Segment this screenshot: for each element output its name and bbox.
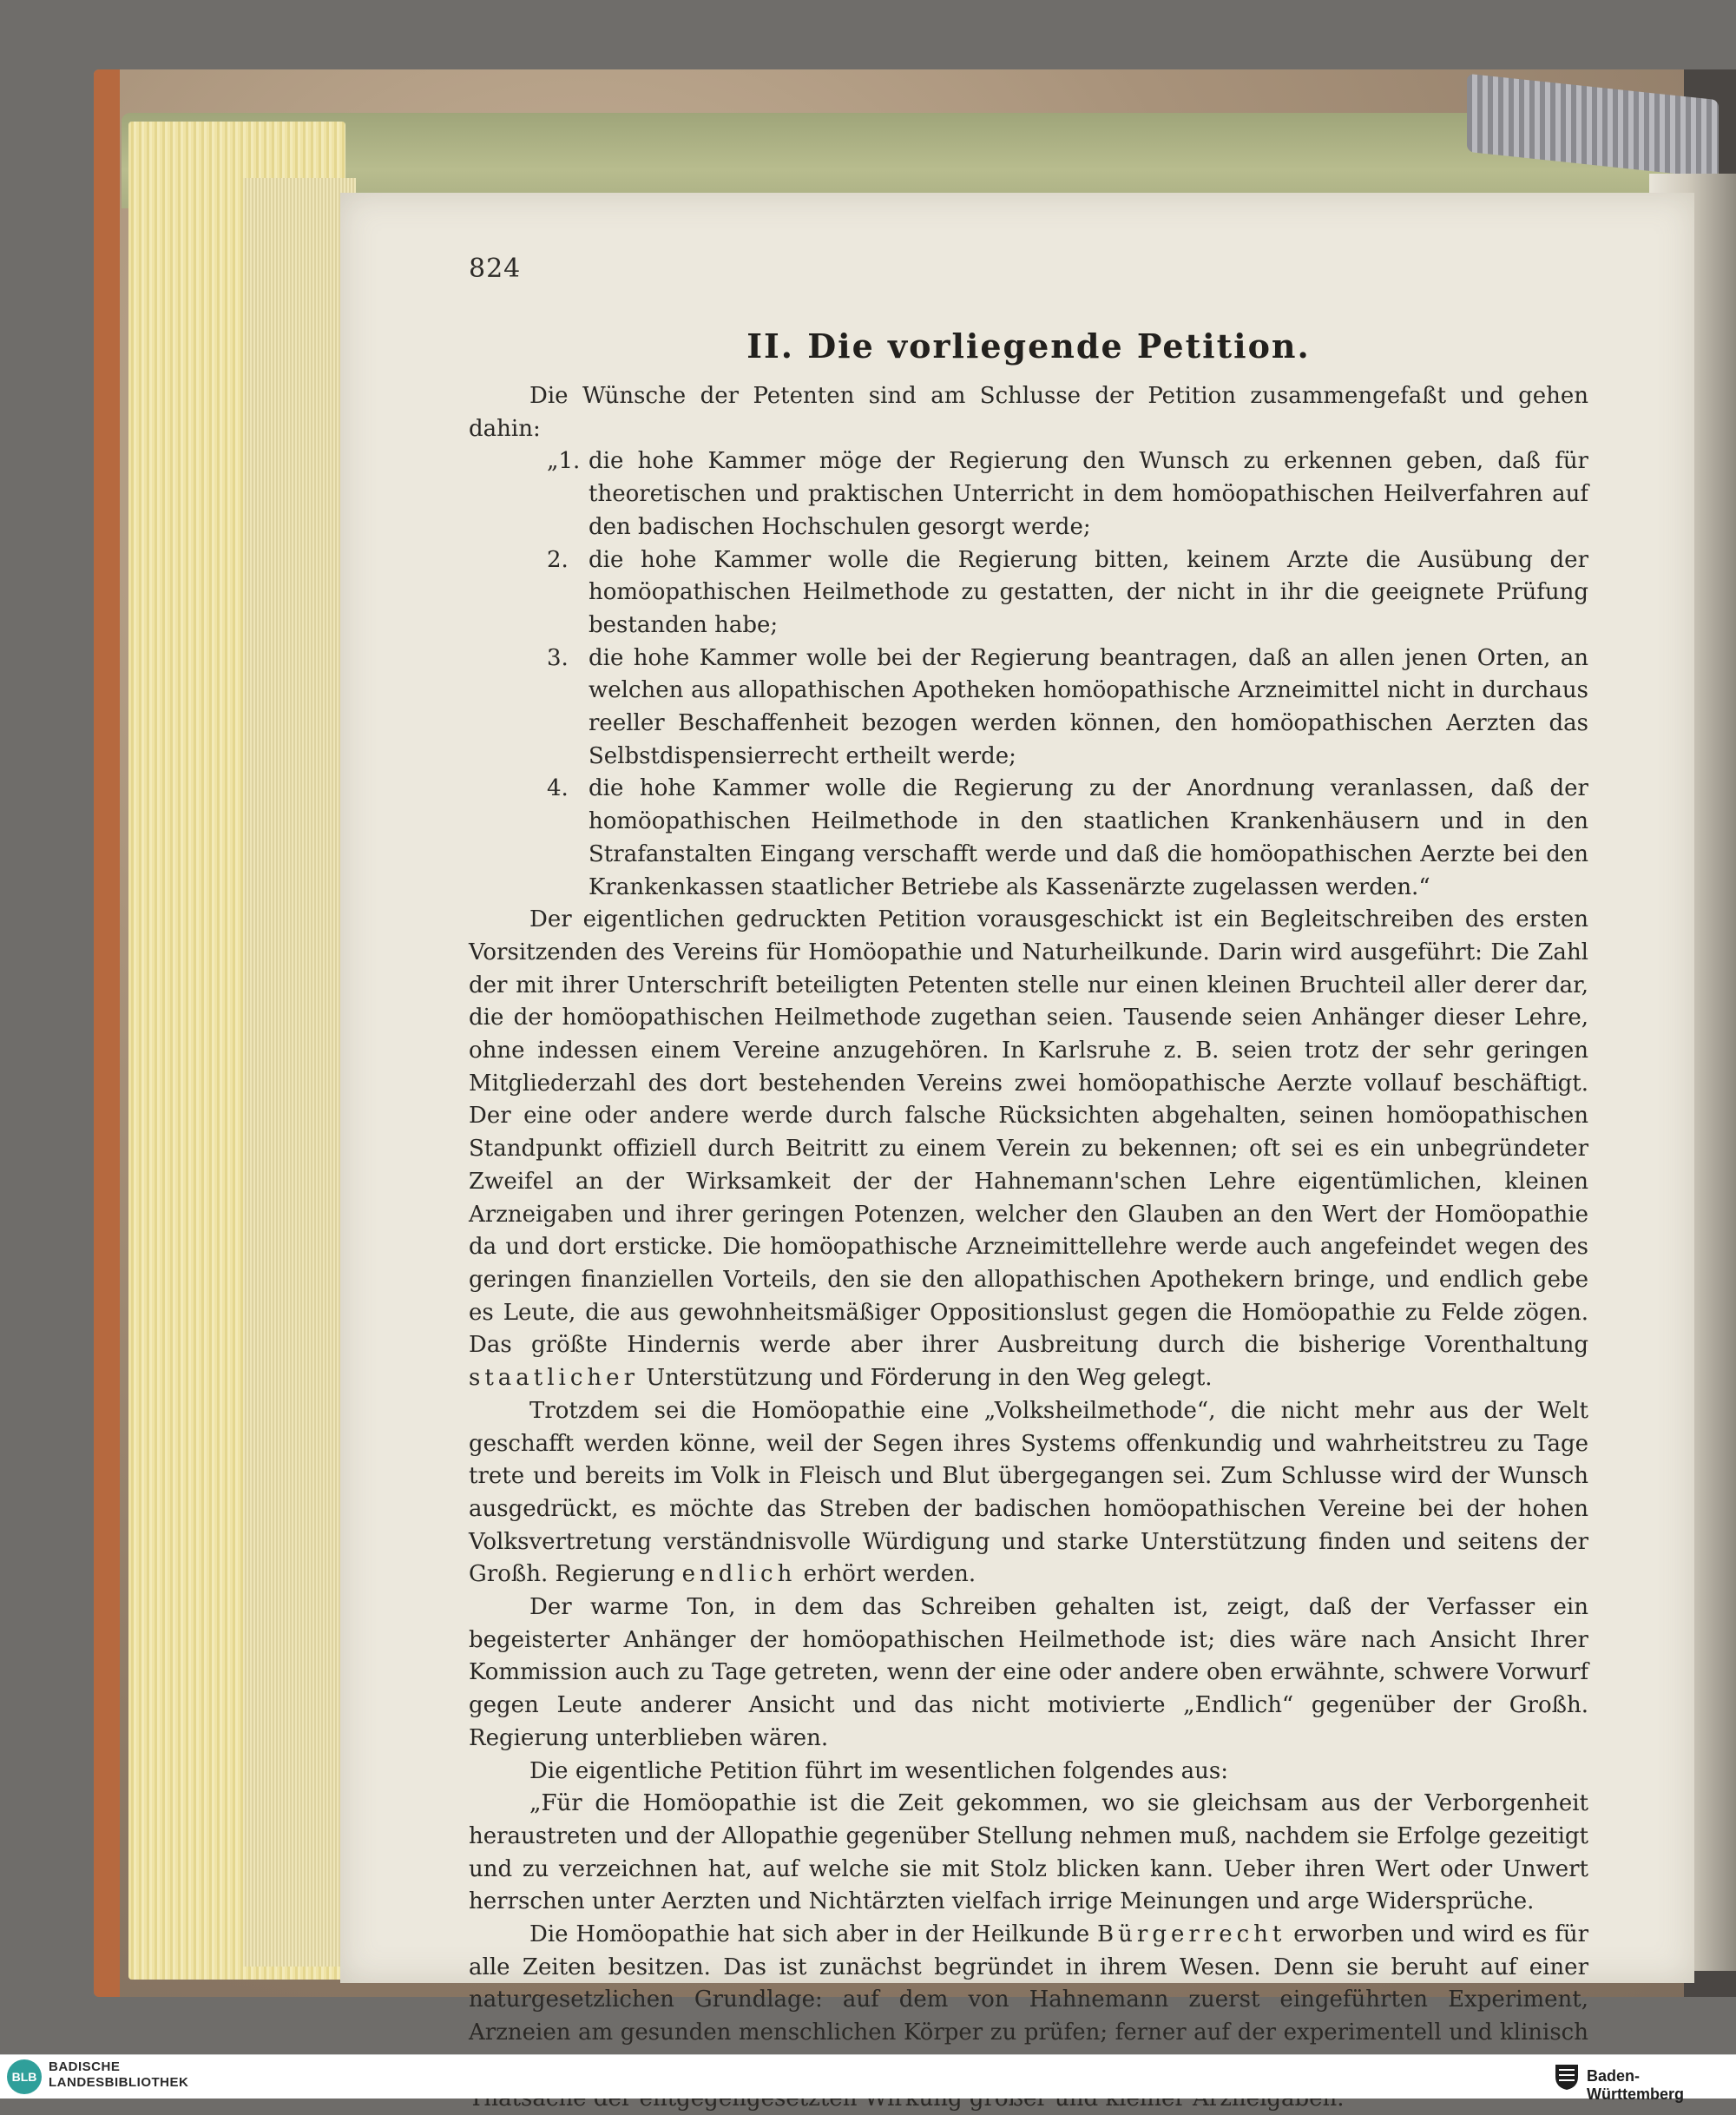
section-heading: II. Die vorliegende Petition. <box>746 326 1311 366</box>
footer-bar <box>0 2054 1736 2099</box>
list-item-text: die hohe Kammer wolle die Regierung zu der Anordnung veranlassen, daß der homöopathischen Heilmethode in den staatlichen Krankenhäusern und in den Strafanstalten Eingang verschafft werde und daß die homöopathischen Aerzte bei den Krankenkassen staatlicher Betriebe als Kassenärzte zugelassen werden.“ <box>589 775 1588 900</box>
paragraph-commission-view: Der warme Ton, in dem das Schreiben gehalten ist, zeigt, daß der Verfasser ein begeisterter Anhänger der homöopathischen Heilmethode ist; dies wäre nach Ansicht Ihrer Kommission auch zu Tage getreten, wenn der eine oder andere oben erwähnte, schwere Vorwurf gegen Leute anderer Ansicht und das nicht motivierte „Endlich“ gegenüber der Großh. Regierung unterblieben wären. <box>469 1594 1588 1751</box>
paragraph-text: Trotzdem sei die Homöopathie eine „Volksheilmethode“, die nicht mehr aus der Welt geschafft werden könne, weil der Segen ihres Systems offenkundig und wahrheitstreu zu Tage trete und bereits im Volk in Fleisch und Blut übergegangen sei. Zum Schlusse wird der Wunsch ausgedrückt, es möchte das Streben der badischen homöopathischen Vereine bei der hohen Volksvertretung verständnisvolle Würdigung und starke Unterstützung finden und seitens der Großh. Regierung <box>469 1397 1588 1588</box>
list-item-number: 2. <box>547 546 569 573</box>
list-item-text: die hohe Kammer möge der Regierung den Wunsch zu erkennen geben, daß für theoretischen und praktischen Unterricht in dem homöopathischen Heilverfahren auf den badischen Hochschulen gesorgt werde; <box>589 448 1588 540</box>
paragraph-text: erworben und wird es für alle Zeiten besitzen. Das ist zunächst begründet in ihrem Wesen. Denn sie beruht auf einer naturgesetzlichen Grundlage: auf dem von Hahnemann zuerst eingeführten Experiment, Arzneien am gesunden menschlichen Körper zu prüfen; ferner auf der experimentell und klinisch <box>469 1921 1589 2046</box>
library-name-line1: BADISCHE <box>49 2059 121 2074</box>
list-item-text: die hohe Kammer wolle die Regierung bitten, keinem Arzte die Ausübung der homöopathischen Heilmethode zu gestatten, der nicht in ihr die geeignete Prüfung bestanden habe; <box>589 546 1588 638</box>
list-item <box>469 544 1588 642</box>
paragraph-text: erhört werden. <box>803 1561 976 1588</box>
list-item-number: 4. <box>547 775 569 802</box>
paragraph-quote-start: „Für die Homöopathie ist die Zeit gekommen, wo sie gleichsam aus der Verborgenheit heraustreten und der Allopathie gegenüber Stellung nehmen muß, nachdem sie Erfolge gezeitigt und zu verzeichnen hat, auf welche sie mit Stolz blicken kann. Ueber ihren Wert oder Unwert herrschen unter Aerzten und Nichtärzten vielfach irrige Meinungen und arge Widersprüche. <box>469 1790 1588 1915</box>
paragraph-text: Die Homöopathie hat sich aber in der Heilkunde <box>529 1921 1090 1948</box>
paragraph-petition-summary: Die eigentliche Petition führt im wesentlichen folgendes aus: <box>529 1757 1228 1784</box>
page-stack <box>243 178 356 1967</box>
spaced-emphasis: staatlicher <box>469 1365 639 1392</box>
paragraph-volksheilmethode <box>469 1395 1588 1591</box>
list-item <box>469 773 1588 904</box>
page-number: 824 <box>469 254 522 284</box>
coat-of-arms-icon <box>1554 2063 1580 2091</box>
book-cover-edge <box>94 69 120 1997</box>
list-item-number: „1. <box>547 448 581 475</box>
library-name-line2: LANDESBIBLIOTHEK <box>49 2075 189 2090</box>
spaced-emphasis: Bürgerrecht <box>1097 1921 1286 1948</box>
list-intro: Die Wünsche der Petenten sind am Schlusse der Petition zusammengefaßt und gehen dahin: <box>469 383 1588 442</box>
petition-demands-list <box>469 445 1588 904</box>
paragraph-text: Unterstützung und Förderung in den Weg gelegt. <box>646 1365 1213 1392</box>
paragraph-cover-letter <box>469 904 1588 1395</box>
list-item-text: die hohe Kammer wolle bei der Regierung beantragen, daß an allen jenen Orten, an welchen aus allopathischen Apotheken homöopathische Arzneimittel nicht in durchaus reeller Beschaffenheit bezogen werden können, den homöopathischen Aerzten das Selbstdispensierrecht ertheilt werde; <box>589 644 1588 769</box>
list-item <box>469 445 1588 544</box>
spaced-emphasis: endlich <box>681 1561 797 1588</box>
list-item-number: 3. <box>547 644 569 671</box>
blb-logo[interactable]: BLB <box>7 2059 42 2094</box>
library-name[interactable] <box>49 2059 188 2091</box>
paragraph-text: Der eigentlichen gedruckten Petition vorausgeschickt ist ein Begleitschreiben des ersten Vorsitzenden des Vereins für Homöopathie und Naturheilkunde. Darin wird ausgeführt: Die Zahl der mit ihrer Unterschrift beteiligten Petenten stelle nur einen kleinen Bruchteil aller derer dar, die der homöopathischen Heilmethode zugethan seien. Tausende seien Anhänger dieser Lehre, ohne indessen einem Vereine anzugehören. In Karlsruhe z. B. seien trotz der sehr geringen Mitgliederzahl des dort bestehenden Vereins zwei homöopathische Aerzte vollauf beschäftigt. Der eine oder andere werde durch falsche Rücksichten abgehalten, seinen homöopathischen Standpunkt offiziell durch Beitritt zu einem Verein zu bekennen; oft sei es ein unbegründeter Zweifel an der Wirksamkeit der der Hahnemann'schen Lehre eigentümlichen, kleinen Arzneigaben und ihrer geringen Potenzen, welcher den Glauben an den Wert der Homöopathie da und dort ersticke. Die homöopathische Arzneimittellehre werde auch angefeindet wegen des geringen finanziellen Vorteils, den sie den allopathischen Apothekern bringe, und endlich gebe es Leute, die aus gewohnheitsmäßiger Oppositionslust gegen die Homöopathie zu Felde zögen. Das größte Hindernis werde aber ihrer Ausbreitung durch die bisherige Vorenthaltung <box>469 906 1588 1359</box>
state-name[interactable]: Baden-Württemberg <box>1587 2067 1684 2103</box>
page-body <box>469 380 1588 2115</box>
list-item <box>469 642 1588 774</box>
